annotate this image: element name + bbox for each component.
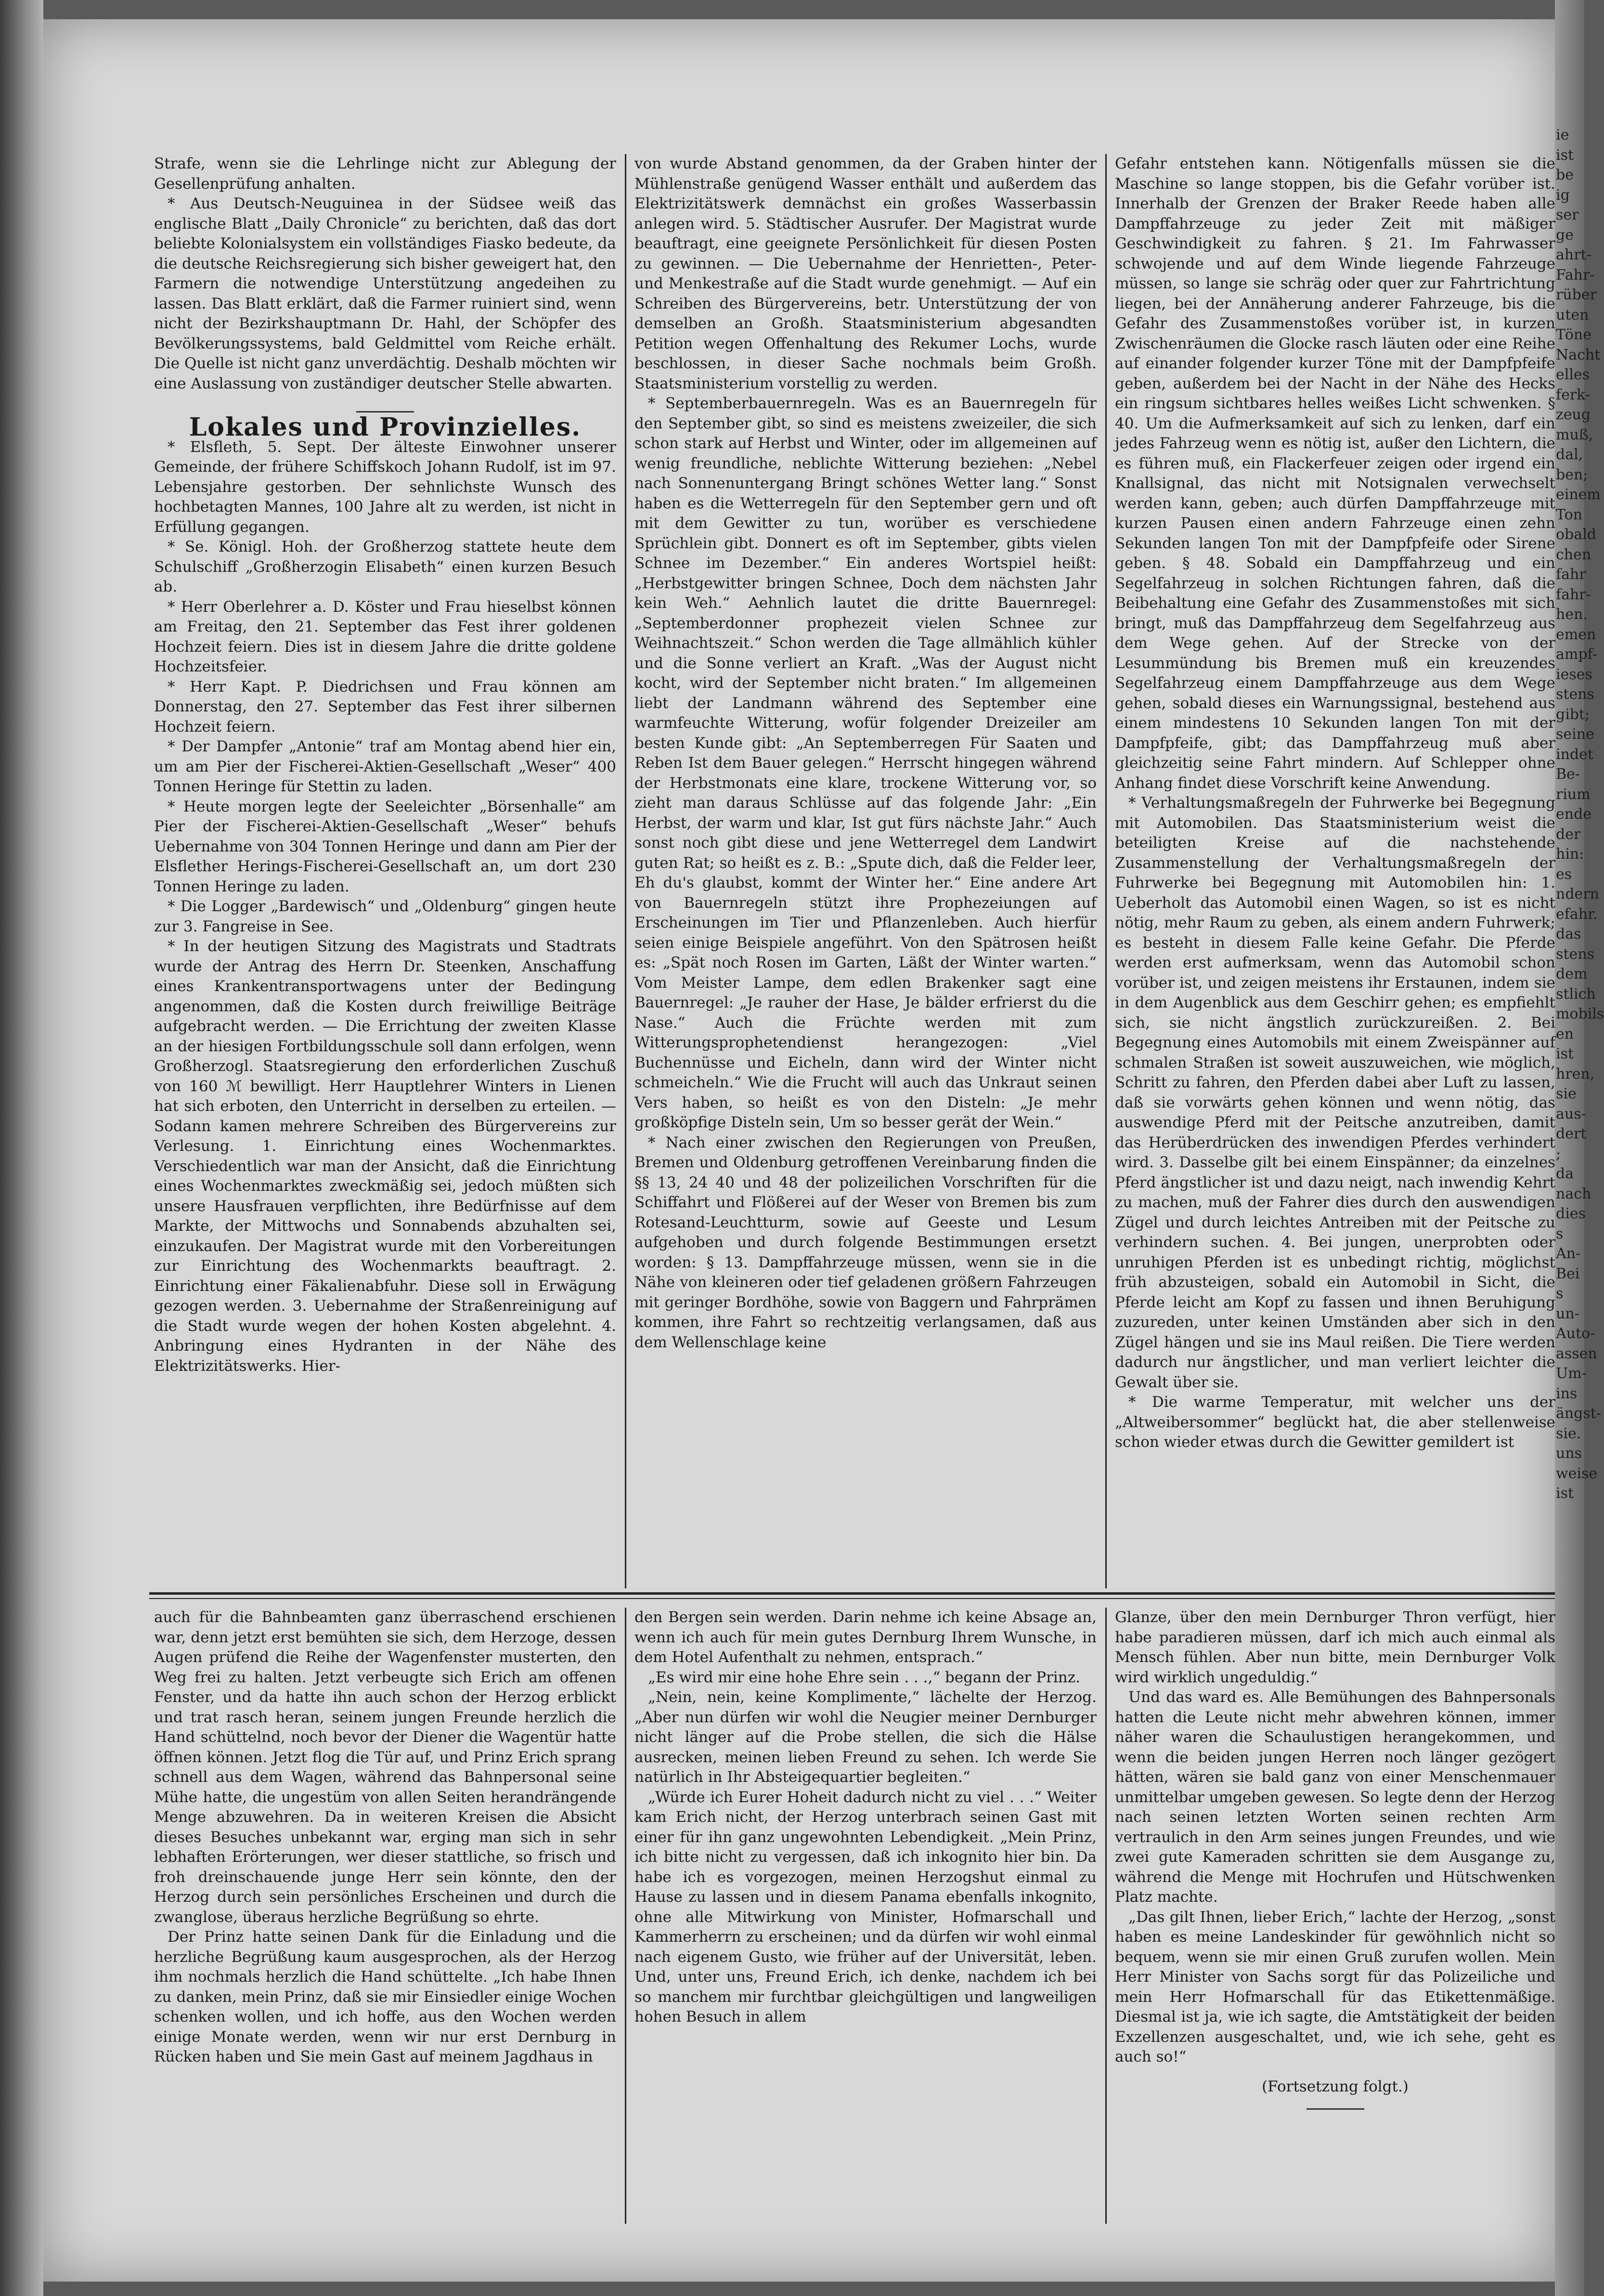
paragraph: „Würde ich Eurer Hoheit dadurch nicht zu viel . . .“ Weiter kam Erich nicht, der Herzog unterbrach seinen Gast mit einer für ihn ganz ungewohnten Lebendigkeit. „Mein Prinz, ich bitte nicht zu vergessen, daß ich inkognito hier bin. Da habe ich es vorgezogen, meinen Herzogshut einmal zu Hause zu lassen und in diesem Panama ebenfalls inkognito, ohne alle Mitwirkung von Minister, Hofmarschall und Kammerherrn zu erscheinen; und da dürfen wir wohl einmal nach eigenem Gusto, wie früher auf der Universität, leben. Und, unter uns, Freund Erich, ich denke, nachdem ich bei so manchem mir furchtbar gleichgültigen und langweiligen hohen Besuch in allem (634, 1788, 1097, 2025)
paragraph: von wurde Abstand genommen, da der Graben hinter der Mühlenstraße genügend Wasser enthält und außerdem das Elektrizitätswerk demnächst ein großes Wasserbassin anlegen wird. 5. Städtischer Ausrufer. Der Magistrat wurde beauftragt, eine geeignete Persönlichkeit für diesen Posten zu gewinnen. — Die Uebernahme der Henrietten-, Peter- und Menkestraße auf die Stadt wurde genehmigt. — Auf ein Schreiben des Bürgervereins, betr. Unterstützung der von demselben an Großh. Staatsministerium abgesandten Petition wegen Offenhaltung des Rekumer Lochs, wurde beschlossen, in dieser Sache nochmals beim Großh. Staatsministerium vorstellig zu werden. (634, 155, 1097, 392)
strip-fragment: dem (1556, 966, 1588, 982)
strip-fragment: chen (1556, 546, 1591, 563)
paragraph: „Es wird mir eine hohe Ehre sein . . .,“ begann der Prinz. (648, 1668, 1080, 1686)
strip-fragment: sie. (1556, 1425, 1581, 1442)
strip-fragment: assen (1556, 1345, 1597, 1362)
strip-fragment: ängst- (1556, 1405, 1601, 1422)
strip-fragment: stlich (1556, 985, 1596, 1003)
strip-fragment: ahrt- (1556, 246, 1591, 263)
column-rule (1105, 154, 1107, 1588)
strip-fragment: der (1556, 826, 1581, 843)
top-column-3 (1115, 154, 1555, 1598)
top-column-2 (634, 154, 1097, 1598)
paragraph: * Herr Kapt. P. Diedrichsen und Frau können am Donnerstag, den 27. September das Fest ihrer silbernen Hochzeit feiern. (154, 678, 616, 735)
book-binding-edge (0, 0, 43, 2296)
strip-fragment: fahr (1556, 566, 1586, 583)
paragraph: * Die Logger „Bardewisch“ und „Oldenburg“ gingen heute zur 3. Fangreise in See. (154, 898, 616, 935)
strip-fragment: emen (1556, 626, 1596, 643)
strip-fragment: Töne (1556, 326, 1591, 343)
paragraph: auch für die Bahnbeamten ganz überraschend erschienen war, denn jetzt erst bemühten sie sich, dem Herzoge, dessen Augen prüfend die Reihe der Wagenfenster musterten, den Weg frei zu halten. Jetzt verbeugte sich Erich am offenen Fenster, und da hatte ihn auch schon der Herzog erblickt und trat rasch heran, seinem jungen Freunde herzlich die Hand schüttelnd, noch bevor der Diener die Wagentür hatte öffnen können. Jetzt flog die Tür auf, und Prinz Erich sprang schnell aus dem Wagen, während das Bahnpersonal seine Mühe hatte, die ungestüm von allen Seiten herandrängende Menge abzuwehren. Da in weiteren Kreisen die Absicht dieses Besuches unbekannt war, erging man sich in sehr lebhaften Erörterungen, wer dieser stattliche, so frisch und froh dreinschauende junge Herr sein könnte, den der Herzog durch sein persönliches Erscheinen und durch die zwanglose, überaus herzliche Begrüßung so ehrte. (154, 1609, 616, 1926)
strip-fragment: gibt; (1556, 706, 1590, 723)
strip-fragment: Bei (1556, 1265, 1580, 1282)
strip-fragment: mobils (1556, 1006, 1604, 1022)
column-rule (625, 1608, 626, 2224)
strip-fragment: ndern (1556, 886, 1599, 903)
strip-fragment: ist (1556, 146, 1574, 164)
column-rule (1105, 1608, 1107, 2224)
strip-fragment: es (1556, 865, 1572, 883)
strip-fragment: ie (1556, 127, 1569, 143)
section-separator-thin (149, 1598, 1555, 1599)
section-separator (149, 1592, 1555, 1595)
end-rule (1306, 2108, 1364, 2110)
paragraph: * Septemberbauernregeln. Was es an Bauernregeln für den September gibt, so sind es meistens zweizeiler, die sich schon stark auf Herbst und Winter, oder im allgemeinen auf wenig freundliche, neblichte Witterung beziehen: „Nebel nach Sonnenuntergang Bringt schönes Wetter lang.“ Sonst haben es die Wetterregeln für den September gern und oft mit dem Gewitter zu tun, worüber es verschiedene Sprüchlein gibt. Donnert es oft im September, gibts vielen Schnee im Dezember.“ Ein anderes Wortspiel heißt: „Herbstgewitter bringen Schnee, Doch dem nächsten Jahr kein Weh.“ Aehnlich lautet die dritte Bauernregel: „Septemberdonner prophezeit vielen Schnee zur Weihnachtszeit.“ Schon werden die Tage allmählich kühler und die Sonne verliert an Kraft. „Was der August nicht kocht, wird der September nicht braten.“ Im allgemeinen liebt der Landmann während des September eine warmfeuchte Witterung, wofür folgender Dreizeiler am besten Kunde gibt: „An Septemberregen Für Saaten und Reben Ist dem Bauer gelegen.“ Herrscht hingegen während der Herbstmonats eine klare, trockene Witterung vor, so zieht man daraus Schlüsse auf das folgende Jahr: „Ein Herbst, der warm und klar, Ist gut fürs nächste Jahr.“ Auch sonst noch gibt diese und jene Wetterregel dem Landwirt guten Rat; so heißt es z. B.: „Spute dich, daß die Felder leer, Eh du's glaubst, kommt der Winter her.“ Eine andere Art von Bauernregeln stützt ihre Prophezeiungen auf Erscheinungen im Tier und Pflanzenleben. Auch hierfür seien einige Beispiele angeführt. Von den Spätrosen heißt es: „Spät noch Rosen im Garten, Läßt der Winter warten.“ Vom Meister Lampe, dem edlen Brakenker sagt eine Bauernregel: „Je rauher der Hase, Je bälder erfrierst du die Nase.“ Auch die Früchte werden mit zum Witterungsprophetendienst herangezogen: „Viel Buchennüsse und Eicheln, dann wird der Winter nicht schmeicheln.“ Wie die Frucht will auch das Unkraut seinen Vers haben, so heißt es von den Disteln: „Je mehr großköpfige Disteln sein, Um so besser gerät der Wein.“ (634, 395, 1097, 1131)
strip-fragment: das (1556, 926, 1581, 942)
strip-fragment: indet (1556, 746, 1593, 763)
paragraph: * Aus Deutsch-Neuguinea in der Südsee weiß das englische Blatt „Daily Chronicle“ zu berichten, daß das dort beliebte Kolonialsystem ein vollständiges Fiasko bedeute, da die deutsche Reichsregierung sich bisher geweigert hat, den Farmern die notwendige Unterstützung angedeihen zu lassen. Das Blatt erklärt, daß die Farmer ruiniert sind, wenn nicht der Bezirkshauptmann Dr. Hahl, der Schöpfer des Bevölkerungssystems, bald Geldmittel vom Reiche erhält. Die Quelle ist nicht ganz unverdächtig. Deshalb möchten wir eine Auslassung von zuständiger deutscher Stelle abwarten. (154, 195, 616, 392)
paragraph: * Se. Königl. Hoh. der Großherzog stattete heute dem Schulschiff „Großherzogin Elisabeth“ einen kurzen Besuch ab. (154, 538, 616, 595)
strip-fragment: zeug (1556, 406, 1591, 423)
continuation-note: (Fortsetzung folgt.) (1262, 2077, 1409, 2095)
strip-fragment: Ton (1556, 506, 1583, 523)
strip-fragment: elles (1556, 366, 1590, 383)
strip-fragment: Nacht (1556, 346, 1601, 363)
strip-fragment: be (1556, 167, 1574, 183)
strip-fragment: ge (1556, 226, 1574, 244)
paragraph: * Heute morgen legte der Seeleichter „Börsenhalle“ am Pier der Fischerei-Aktien-Gesellschaft „Weser“ behufs Uebernahme von 304 Tonnen Heringe und dann am Pier der Elsflether Herings-Fischerei-Gesellschaft an, um dort 230 Tonnen Heringe zu laden. (154, 798, 616, 895)
strip-fragment: ieses (1556, 666, 1592, 683)
strip-fragment: en ist (1556, 1025, 1574, 1062)
strip-fragment: dies (1556, 1205, 1586, 1222)
paragraph: Glanze, über den mein Dernburger Thron verfügt, hier habe paradieren müssen, darf ich mich auch einmal als Mensch fühlen. Aber nun bitte, mein Dernburger Volk wird wirklich ungeduldig.“ (1115, 1609, 1555, 1686)
paragraph: Strafe, wenn sie die Lehrlinge nicht zur Ablegung der Gesellenprüfung anhalten. (154, 155, 616, 193)
paragraph: den Bergen sein werden. Darin nehme ich keine Absage an, wenn ich auch für mein gutes Dernburg Ihrem Wunsche, in dem Hotel Aufenthalt zu nehmen, entsprach.“ (634, 1609, 1097, 1666)
strip-fragment: ben; (1556, 466, 1588, 483)
paragraph: „Nein, nein, keine Komplimente,“ lächelte der Herzog. „Aber nun dürfen wir wohl die Neugier meiner Dernburger nicht länger auf die Probe stellen, die sich die Hälse ausrecken, meinen lieben Freund zu sehen. Ich werde Sie natürlich in Ihr Absteigequartier begleiten.“ (634, 1689, 1097, 1786)
strip-fragment: ende (1556, 806, 1592, 823)
paragraph: Und das ward es. Alle Bemühungen des Bahnpersonals hatten die Leute nicht mehr abwehren können, immer näher waren die Schaulustigen herangekommen, und wenn die beiden jungen Herren noch länger gezögert hätten, wären sie bald ganz von einer Menschenmauer unmittelbar umgeben gewesen. So legte denn der Herzog nach seinen letzten Worten seinen rechten Arm vertraulich in den Arm seines jungen Freundes, und wie zwei gute Kameraden schritten sie dem Ausgange zu, während die Menge mit Hochrufen und Hütschwenken Platz machte. (1115, 1689, 1555, 1906)
strip-fragment: fahr- (1556, 586, 1591, 603)
strip-fragment: seine (1556, 726, 1594, 743)
strip-fragment: nach (1556, 1185, 1591, 1202)
strip-fragment: ; da (1556, 1145, 1574, 1182)
strip-fragment: Fahr- (1556, 266, 1595, 284)
paragraph: * Verhaltungsmaßregeln der Fuhrwerke bei Begegnung mit Automobilen. Das Staatsministerium weist die beteiligten Kreise auf die nachstehende Zusammenstellung der Verhaltungsmaßregeln der Fuhrwerke bei Begegnung mit Automobilen hin: 1. Ueberholt das Automobil einen Wagen, so ist es nicht nötig, mehr Raum zu geben, als einem andern Fuhrwerk; es besteht in diesem Falle keine Gefahr. Die Pferde werden erst aufmerksam, wenn das Automobil schon vorüber ist, und zeigen meistens ihr Erstaunen, indem sie in dem Augenblick aus dem Geschirr gehen; es empfiehlt sich, sie nicht ängstlich zurückzureißen. 2. Bei Begegnung eines Automobils mit einem Zweispänner auf schmalen Straßen ist soweit auszuweichen, wie möglich, Schritt zu fahren, den Pferden dabei aber Luft zu lassen, daß sie vorwärts gehen können und wenn nötig, das auswendige Pferd mit der Peitsche anzutreiben, damit das Herüberdrücken des inwendigen Pferdes verhindert wird. 3. Dasselbe gilt bei einem Einspänner; da einzelnes Pferd ängstlicher ist und dazu neigt, nach inwendig Kehrt zu machen, muß der Fahrer dies durch den auswendigen Zügel und durch leichtes Antreiben mit der Peitsche zu verhindern suchen. 4. Bei jungen, unerprobten oder unruhigen Pferden ist es unbedingt richtig, möglichst früh abzusteigen, sobald ein Automobil in Sicht, die Pferde leicht am Kopf zu fassen und ihnen Beruhigung zuzureden, unter keinen Umständen aber sich in den Zügel hängen und sie ins Maul reißen. Die Tiere werden dadurch nur ängstlicher, und man verliert leichter die Gewalt über sie. (1115, 794, 1555, 1391)
strip-fragment: ig (1556, 186, 1570, 204)
column-rule (625, 154, 626, 1588)
paragraph: * In der heutigen Sitzung des Magistrats und Stadtrats wurde der Antrag des Herrn Dr. Steenken, Anschaffung eines Krankentransportwagens unter der Bedingung angenommen, daß die Kosten durch freiwillige Beiträge aufgebracht werden. — Die Errichtung der zweiten Klasse an der hiesigen Fortbildungsschule soll dann erfolgen, wenn Großherzogl. Staatsregierung den erforderlichen Zuschuß von 160 ℳ bewilligt. Herr Hauptlehrer Winters in Lienen hat sich erboten, den Unterricht in derselben zu erteilen. — Sodann kamen mehrere Schreiben des Bürgervereins zur Verlesung. 1. Einrichtung eines Wochenmarktes. Verschiedentlich war man der Ansicht, daß die Einrichtung eines Wochenmarktes zweckmäßig sei, jedoch müßten sich unsere Hausfrauen verpflichten, ihre Bedürfnisse auf dem Markte, der Mittwochs und Sonnabends abzuhalten sei, einzukaufen. Der Magistrat wurde mit den Vorbereitungen zur Einrichtung des Wochenmarkts beauftragt. 2. Einrichtung einer Fäkalienabfuhr. Diese soll in Erwägung gezogen werden. 3. Uebernahme der Straßenreinigung auf die Stadt wurde wegen der hohen Kosten abgelehnt. 4. Anbringung eines Hydranten in der Nähe des Elektrizitätswerks. Hier- (154, 938, 616, 1375)
section-heading: Lokales und Provinzielles. (189, 413, 582, 442)
strip-fragment: einem (1556, 486, 1601, 503)
strip-fragment: s un- (1556, 1285, 1579, 1322)
strip-fragment: ins (1556, 1385, 1578, 1402)
paragraph: * Herr Oberlehrer a. D. Köster und Frau hieselbst können am Freitag, den 21. September das Fest ihrer goldenen Hochzeit feiern. Dies ist in diesem Jahre die dritte goldene Hochzeitsfeier. (154, 598, 616, 675)
strip-fragment: dal, (1556, 446, 1583, 463)
strip-fragment: obald (1556, 526, 1596, 543)
paragraph: Gefahr entstehen kann. Nötigenfalls müssen sie die Maschine so lange stoppen, bis die Gefahr vorüber ist. Innerhalb der Grenzen der Braker Reede haben alle Dampffahrzeuge zu jeder Zeit mit mäßiger Geschwindigkeit zu fahren. § 21. Im Fahrwasser schwojende und auf dem Winde liegende Fahrzeuge müssen, so lange sie schräg oder quer zur Fahrtrichtung liegen, bei der Annäherung anderer Fahrzeuge, bis die Gefahr des Zusammenstoßes vorüber ist, in kurzen Zwischenräumen die Glocke rasch läuten oder eine Reihe auf einander folgender kurzer Töne mit der Dampfpfeife geben, außerdem bei der Nacht in der Nähe des Hecks ein ringsum sichtbares helles weißes Licht schwenken. § 40. Um die Aufmerksamkeit auf sich zu lenken, darf ein jedes Fahrzeug wenn es nötig ist, außer den Lichtern, die es führen muß, ein Flackerfeuer zeigen oder irgend ein Knallsignal, das nicht mit Notsignalen verwechselt werden kann, geben; auch dürfen Dampffahrzeuge mit kurzen Pausen einen andern Fahrzeuge einen zehn Sekunden langen Ton mit der Dampfpfeife oder Sirene geben. § 48. Sobald ein Dampffahrzeug und ein Segelfahrzeug in solchen Richtungen fahren, daß die Beibehaltung eine Gefahr des Zusammenstoßes mit sich bringt, muß das Dampffahrzeug dem Segelfahrzeug aus dem Wege gehen. Auf der Strecke von der Lesummündung bis Bremen muß ein kreuzendes Segelfahrzeug einem Dampffahrzeuge aus dem Wege gehen, sobald dieses ein Warnungssignal, bestehend aus einem mindestens 10 Sekunden langen Ton mit der Dampfpfeife, gibt; das Dampffahrzeug muß aber gleichzeitig seine Fahrt mindern. Auf Schlepper ohne Anhang findet diese Vorschrift keine Anwendung. (1115, 155, 1555, 792)
paragraph: * Elsfleth, 5. Sept. Der älteste Einwohner unserer Gemeinde, der frühere Schiffskoch Johann Rudolf, ist im 97. Lebensjahre gestorben. Der sehnlichste Wunsch des hochbetagten Mannes, 100 Jahre alt zu werden, ist nicht in Erfüllung gegangen. (154, 438, 616, 536)
top-column-1 (154, 154, 616, 1598)
strip-fragment: uten (1556, 306, 1589, 323)
strip-fragment: hren, (1556, 1065, 1595, 1083)
strip-fragment: weise (1556, 1465, 1598, 1482)
strip-fragment: s An- (1556, 1225, 1581, 1262)
bottom-column-2 (634, 1608, 1097, 2272)
strip-fragment: ampf- (1556, 646, 1597, 663)
strip-fragment: sie (1556, 1085, 1577, 1102)
strip-fragment: rüber (1556, 286, 1597, 303)
strip-fragment: muß, (1556, 426, 1593, 443)
paragraph: * Die warme Temperatur, mit welcher uns der „Altweibersommer“ beglückt hat, die aber stellenweise schon wieder etwas durch die Gewitter gemildert ist (1115, 1393, 1555, 1451)
strip-fragment: Auto- (1556, 1325, 1595, 1342)
strip-fragment: ferk- (1556, 386, 1590, 403)
strip-fragment: stens (1556, 945, 1594, 963)
strip-fragment: dert (1556, 1125, 1587, 1142)
strip-fragment: efahr. (1556, 905, 1598, 923)
strip-fragment: ist (1556, 1485, 1574, 1502)
bottom-column-1 (154, 1608, 616, 2272)
strip-fragment: stens (1556, 686, 1594, 703)
strip-fragment: rium (1556, 786, 1591, 803)
paragraph: „Das gilt Ihnen, lieber Erich,“ lachte der Herzog, „sonst haben es meine Landeskinder für gewöhnlich nicht so bequem, wenn sie mir einen Gruß zurufen wollen. Mein Herr Minister von Sachs sorgt für das Polizeiliche und mein Herr Hofmarschall für das Etikettenmäßige. Diesmal ist ja, wie ich sagte, die Amtstätigkeit der beiden Exzellenzen ausgeschaltet, und, wie ich sehe, geht es auch so!“ (1115, 1908, 1555, 2065)
adjacent-page-text-strip (1556, 125, 1604, 1504)
strip-fragment: hen. (1556, 606, 1588, 623)
newspaper-page (43, 19, 1555, 2282)
bottom-column-3 (1115, 1608, 1555, 2272)
strip-fragment: Um- (1556, 1365, 1587, 1382)
paragraph: * Der Dampfer „Antonie“ traf am Montag abend hier ein, um am Pier der Fischerei-Aktien-Gesellschaft „Weser“ 400 Tonnen Heringe für Stettin zu laden. (154, 738, 616, 795)
paragraph: Der Prinz hatte seinen Dank für die Einladung und die herzliche Begrüßung kaum ausgesprochen, als der Herzog ihm nochmals herzlich die Hand schüttelte. „Ich habe Ihnen zu danken, mein Prinz, daß sie mir Einsiedler einige Wochen schenken wollen, und ich hoffe, aus den Wochen werden einige Monate werden, wenn wir nur erst Dernburg in Rücken haben und Sie mein Gast auf meinem Jagdhaus in (154, 1928, 616, 2065)
strip-fragment: Be- (1556, 766, 1580, 783)
paragraph: * Nach einer zwischen den Regierungen von Preußen, Bremen und Oldenburg getroffenen Vereinbarung finden die §§ 13, 24 40 und 48 der polizeilichen Vorschriften für die Schiffahrt und Flößerei auf der Weser von Bremen bis zum Rotesand-Leuchtturm, sowie auf Geeste und Lesum aufgehoben und durch folgende Bestimmungen ersetzt worden: § 13. Dampffahrzeuge müssen, wenn sie in die Nähe von kleineren oder tief geladenen größern Fahrzeugen mit geringer Bordhöhe, sowie von Baggern und Fahrprämen kommen, ihre Fahrt so rechtzeitig verlangsamen, daß aus dem Wellenschlage keine (634, 1134, 1097, 1351)
strip-fragment: uns (1556, 1445, 1582, 1462)
strip-fragment: hin: (1556, 846, 1584, 863)
strip-fragment: ser (1556, 206, 1579, 223)
strip-fragment: aus- (1556, 1105, 1586, 1122)
